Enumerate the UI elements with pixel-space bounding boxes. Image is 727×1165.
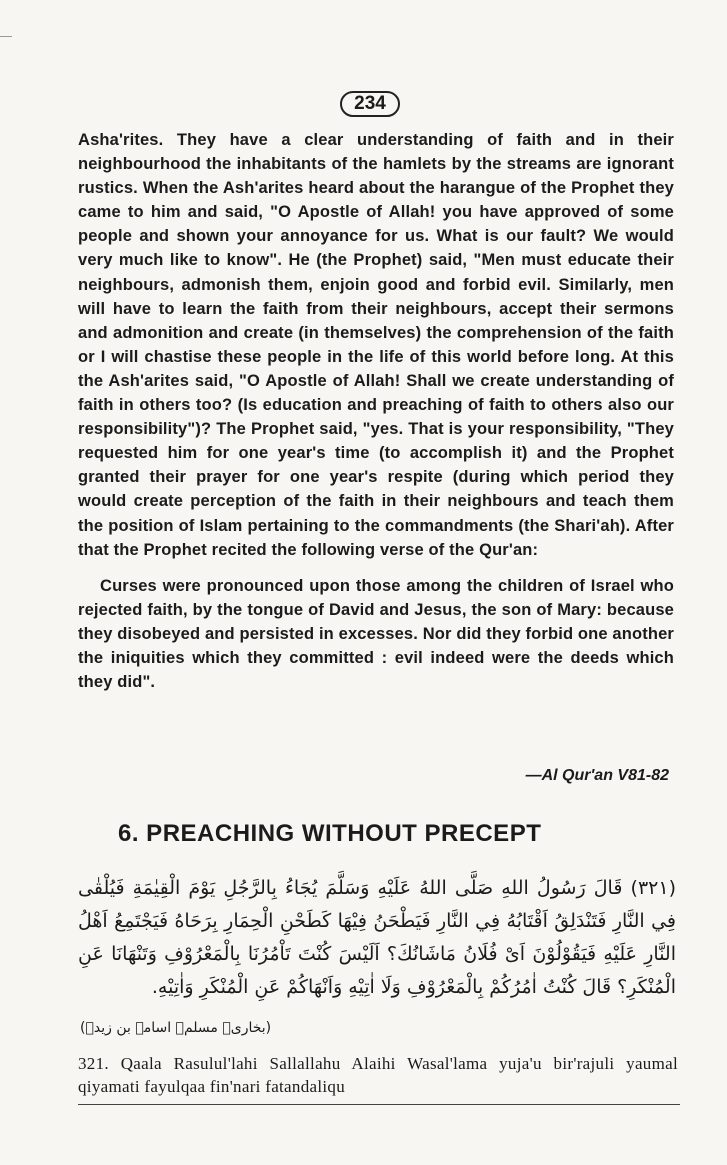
arabic-reference: (بخاری۔ مسلم۔ اسامہ بن زیدؓ) (80, 1020, 272, 1036)
transliteration-text: 321. Qaala Rasulul'lahi Sallallahu Alaihi Wasal'lama yuja'u bir'rajuli yaumal qiyamati fayulqaa fin'nari fatandaliqu (78, 1054, 678, 1096)
main-paragraph: Asha'rites. They have a clear understanding of faith and in their neighbourhood the inhabitants of the hamlets by the streams are ignorant rustics. When the Ash'arites heard about the harangue of the Prophet they came to him and said, "O Apostle of Allah! you have approved of some people and shown your annoyance for us. What is our fault? We would very much like to know". He (the Prophet) said, "Men must educate their neighbours, admonish them, enjoin good and forbid evil. Similarly, men will have to learn the faith from their neighbours, accept their sermons and admonition and create (in themselves) the comprehension of the faith or I will chastise these people in the life of this world before long. At this the Ash'arites said, "O Apostle of Allah! Shall we create understanding of faith in others too? (Is education and preaching of faith to others also our responsibility")? The Prophet said, "yes. That is your responsibility, "They requested him for one year's time (to accomplish it) and the Prophet granted their prayer for one year's respite (during which period they would create perception of the faith in their neighbours and teach them the position of Islam pertaining to the commandments (the Shari'ah). After that the Prophet recited the following verse of the Qur'an: (78, 131, 674, 559)
bottom-rule (78, 1104, 680, 1105)
quote-citation: —Al Qur'an V81-82 (525, 767, 669, 784)
quran-quote: Curses were pronounced upon those among the children of Israel who rejected faith, by the tongue of David and Jesus, the son of Mary: because they disobeyed and persisted in excesses. Nor did they forbid one another the iniquities which they committed : evil indeed were the deeds which they did". (78, 576, 674, 692)
page-number: 234 (340, 91, 400, 117)
scan-edge-mark (0, 36, 12, 37)
arabic-hadith-text: (٣٢١) قَالَ رَسُولُ اللهِ صَلَّى اللهُ عَلَيْهِ وَسَلَّمَ يُجَاءُ بِالرَّجُلِ يَوْمَ الْقِيٰمَةِ فَيُلْقٰى فِي النَّارِ فَتَنْدَلِقُ اَقْتَابُهُ فِي النَّارِ فَيَطْحَنُ فِيْهَا كَطَحْنِ الْحِمَارِ بِرَحَاهُ فَيَجْتَمِعُ اَهْلُ النَّارِ عَلَيْهِ فَيَقُوْلُوْنَ اَىْ فُلَانُ مَاشَانُكَ؟ اَلَيْسَ كُنْتَ تَاْمُرُنَا بِالْمَعْرُوْفِ وَتَنْهَانَا عَنِ الْمُنْكَرِ؟ قَالَ كُنْتُ اٰمُرُكُمْ بِالْمَعْرُوْفِ وَلَا اٰتِيْهِ وَاَنْهَاكُمْ عَنِ الْمُنْكَرِ وَاٰتِيْهِ. (78, 877, 676, 998)
section-heading: 6. PREACHING WITHOUT PRECEPT (118, 820, 542, 847)
body-text (78, 128, 674, 694)
